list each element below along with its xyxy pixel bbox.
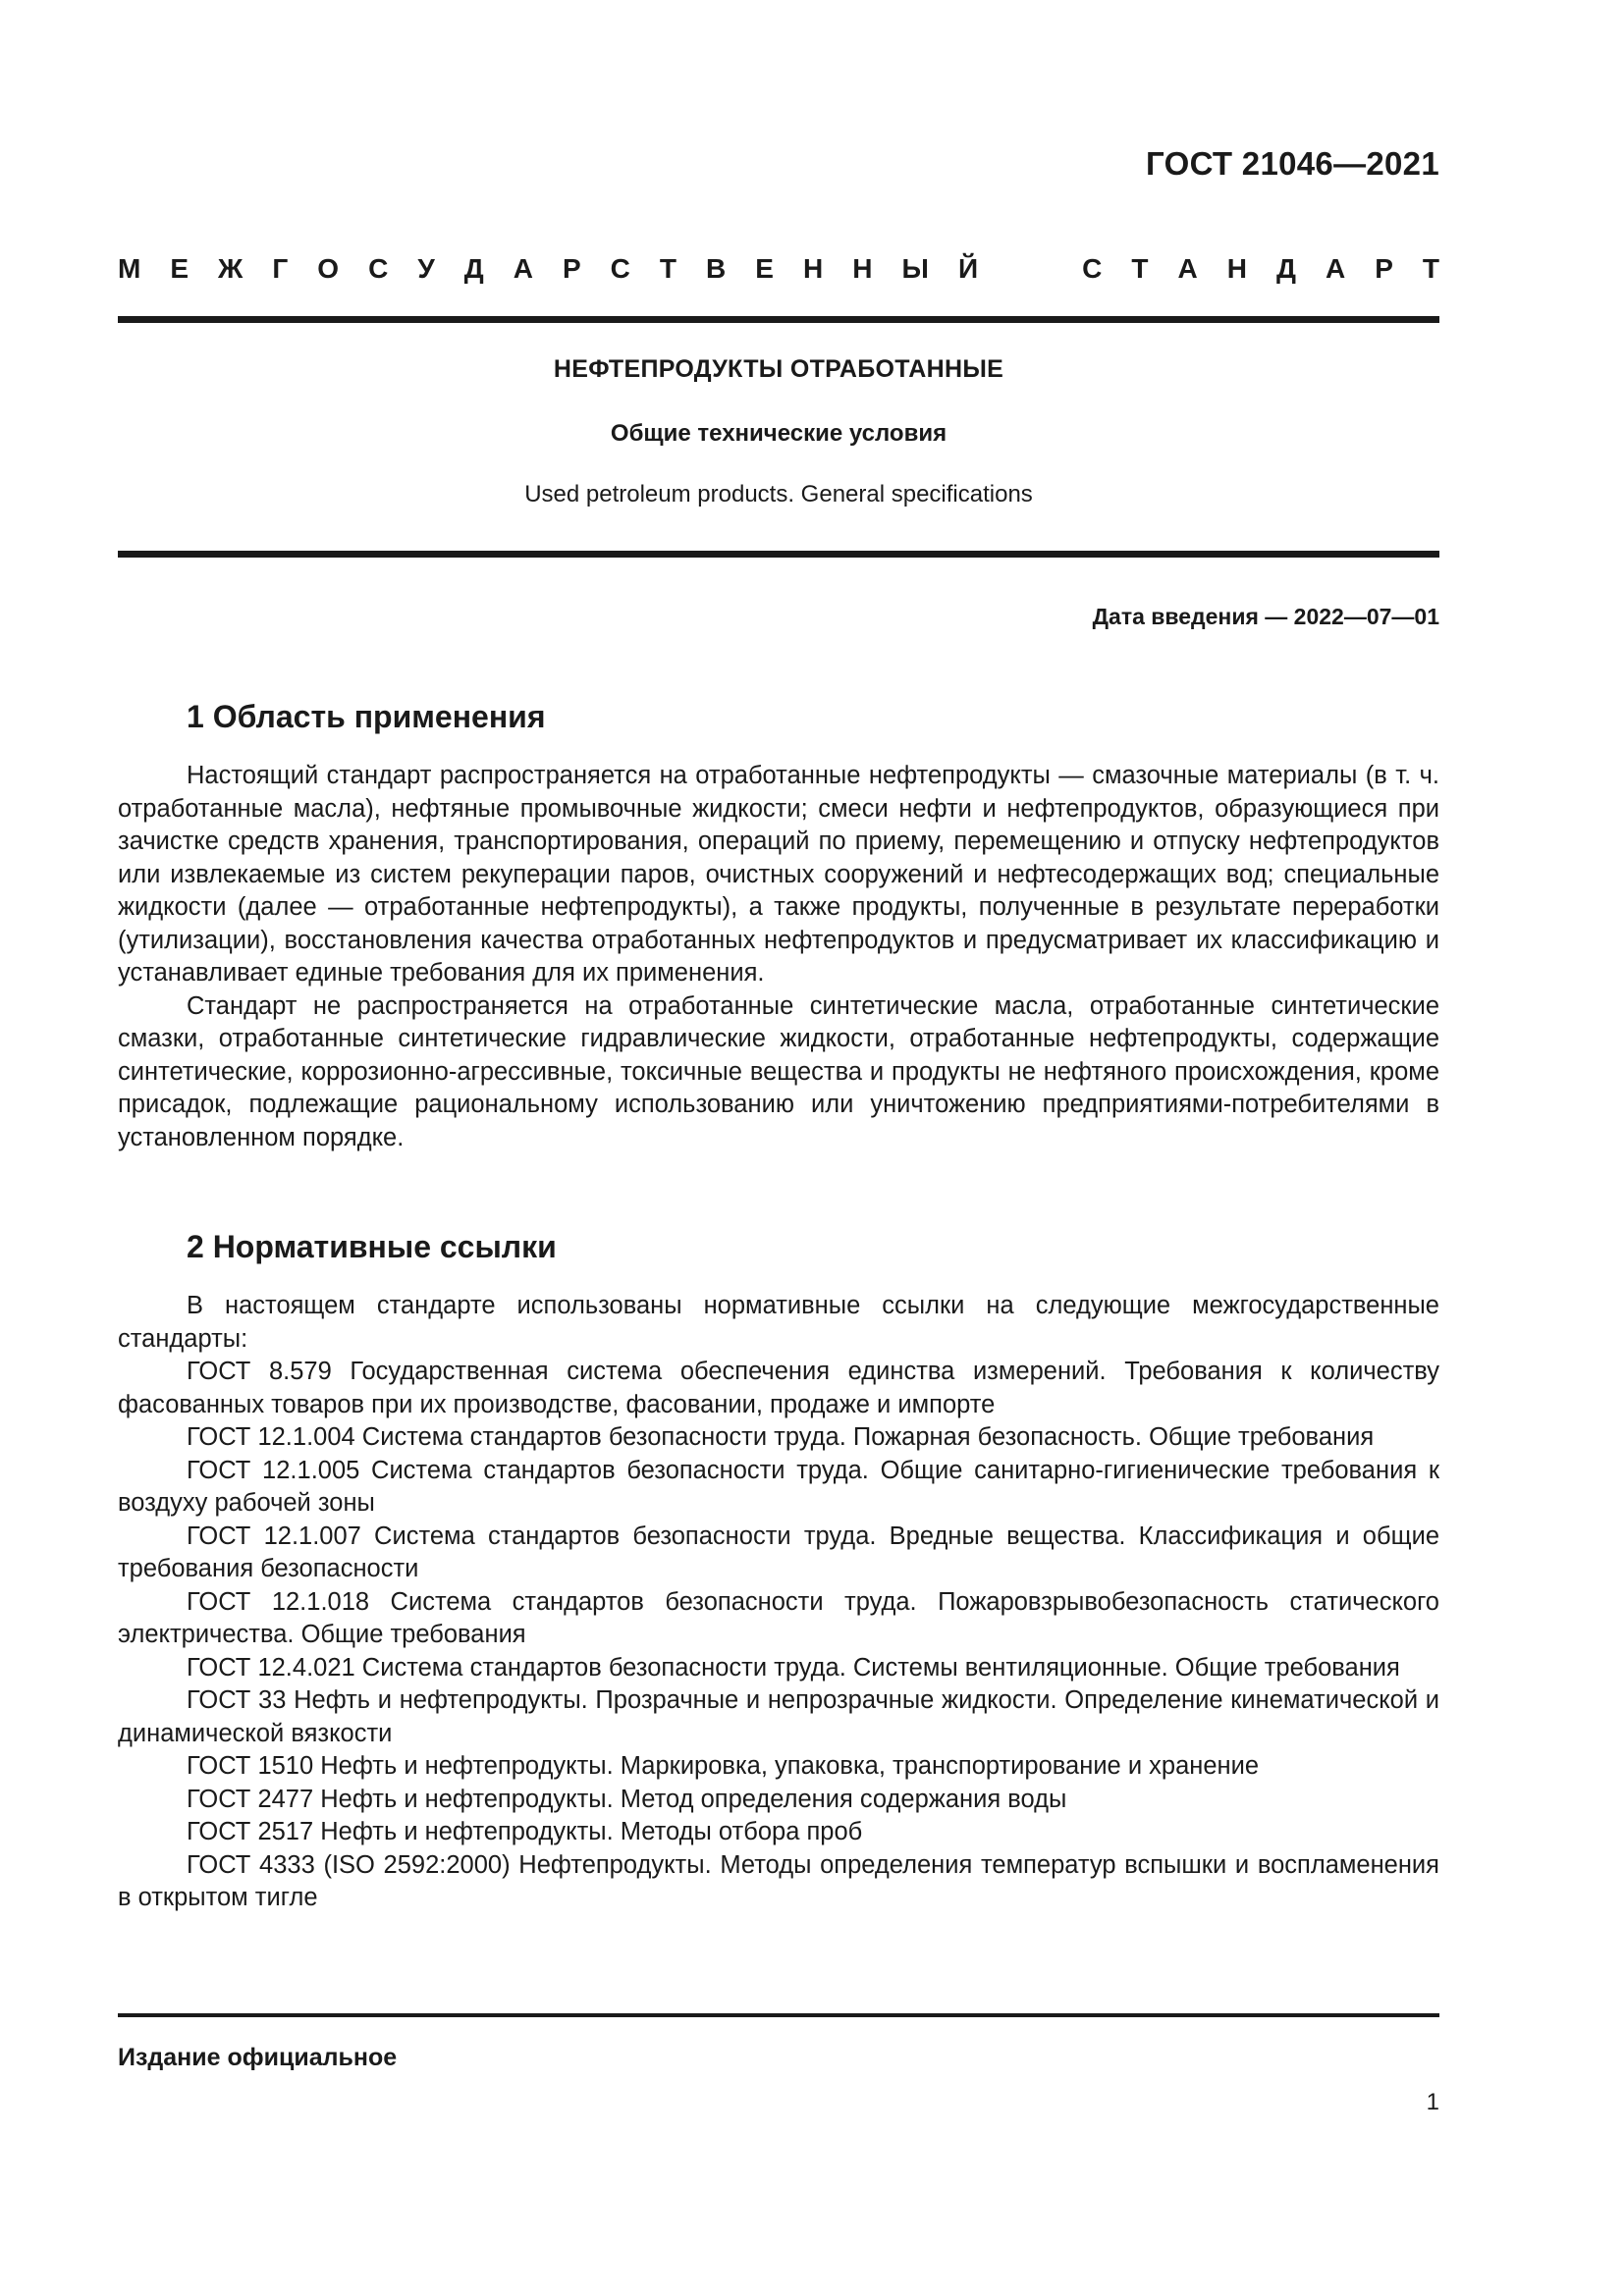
footer-rule [118, 2013, 1439, 2017]
heading-letter: Т [659, 253, 677, 284]
reference-item: ГОСТ 33 Нефть и нефтепродукты. Прозрачные и непрозрачные жидкости. Определение кинематической и динамической вязкости [118, 1686, 1439, 1747]
reference-item: ГОСТ 12.1.007 Система стандартов безопасности труда. Вредные вещества. Классификация и общие требования безопасности [118, 1522, 1439, 1582]
heading-letter: А [1325, 253, 1346, 284]
reference-item: ГОСТ 12.4.021 Система стандартов безопасности труда. Системы вентиляционные. Общие требования [187, 1653, 1400, 1682]
heading-letter: Д [1275, 253, 1296, 284]
page-number: 1 [1426, 2089, 1439, 2115]
heading-letter: Е [170, 253, 189, 284]
heading-letter: Н [1226, 253, 1247, 284]
heading-letter: Т [1422, 253, 1439, 284]
edition-label: Издание официальное [118, 2044, 398, 2071]
heading-letter: Ы [901, 253, 929, 284]
heading-letter: А [513, 253, 533, 284]
reference-item: ГОСТ 4333 (ISO 2592:2000) Нефтепродукты. Методы определения температур вспышки и воспламенения в открытом тигле [118, 1850, 1439, 1911]
heading-letter: Д [463, 253, 484, 284]
heading-letter: Н [803, 253, 824, 284]
heading-letter: А [1177, 253, 1198, 284]
document-title: НЕФТЕПРОДУКТЫ ОТРАБОТАННЫЕ [553, 355, 1004, 383]
heading-letter: Р [1375, 253, 1393, 284]
document-subtitle-english: Used petroleum products. General specifications [524, 481, 1033, 507]
title-rule [118, 551, 1439, 558]
heading-letter: Е [755, 253, 774, 284]
heading-word-gap [1007, 253, 1053, 285]
reference-item: ГОСТ 1510 Нефть и нефтепродукты. Маркировка, упаковка, транспортирование и хранение [187, 1752, 1260, 1780]
top-rule [118, 316, 1439, 323]
gost-number: ГОСТ 21046—2021 [1146, 145, 1439, 182]
heading-letter: С [368, 253, 389, 284]
document-subtitle: Общие технические условия [610, 420, 947, 447]
heading-letter: Р [562, 253, 581, 284]
heading-letter: С [610, 253, 630, 284]
introduction-date: Дата введения — 2022—07—01 [1092, 604, 1439, 629]
heading-letter: С [1082, 253, 1103, 284]
heading-letter: У [417, 253, 435, 284]
reference-item: ГОСТ 12.1.018 Система стандартов безопасности труда. Пожаровзрывобезопасность статического электричества. Общие требования [118, 1587, 1439, 1648]
section-2-heading: 2 Нормативные ссылки [187, 1229, 557, 1264]
section-1-paragraph: Стандарт не распространяется на отработанные синтетические масла, отработанные синтетические смазки, отработанные синтетические гидравлические жидкости, отработанные нефтепродукты, содержащие синтетические, коррозионно-агрессивные, токсичные вещества и продукты не нефтяного происхождения, кроме присадок, подлежащие рациональному использованию или уничтожению предприятиями-потребителями в установленном порядке. [118, 991, 1439, 1151]
reference-item: ГОСТ 12.1.004 Система стандартов безопасности труда. Пожарная безопасность. Общие требования [187, 1423, 1375, 1451]
heading-letter: Й [957, 253, 979, 284]
heading-letter: В [706, 253, 727, 284]
section-2-body [118, 1290, 1439, 1915]
section-1-heading: 1 Область применения [187, 699, 546, 734]
section-2-paragraph: В настоящем стандарте использованы нормативные ссылки на следующие межгосударственные стандарты: [118, 1292, 1439, 1353]
document-page [118, 0, 1439, 2296]
section-1-paragraph: Настоящий стандарт распространяется на отработанные нефтепродукты — смазочные материалы (в т. ч. отработанные масла), нефтяные промывочные жидкости; смеси нефти и нефтепродуктов, образующиеся при зачистке средств хранения, транспортирования, операций по приему, перемещению и отпуску нефтепродуктов или извлекаемые из систем рекуперации паров, очистных сооружений и нефтесодержащих вод; специальные жидкости (далее — отработанные нефтепродукты), а также продукты, полученные в результате переработки (утилизации), восстановления качества отработанных нефтепродуктов и предусматривает их классификацию и устанавливает единые требования для их применения. [118, 762, 1439, 987]
heading-letter: Г [272, 253, 289, 284]
reference-item: ГОСТ 2517 Нефть и нефтепродукты. Методы отбора проб [187, 1818, 863, 1845]
reference-item: ГОСТ 12.1.005 Система стандартов безопасности труда. Общие санитарно-гигиенические требования к воздуху рабочей зоны [118, 1456, 1439, 1517]
standard-type-heading [118, 253, 1439, 285]
heading-letter: Н [852, 253, 873, 284]
reference-item: ГОСТ 8.579 Государственная система обеспечения единства измерений. Требования к количеству фасованных товаров при их производстве, фасовании, продаже и импорте [118, 1358, 1439, 1418]
heading-letter: Ж [218, 253, 244, 284]
heading-letter: Т [1131, 253, 1149, 284]
heading-letter: М [118, 253, 141, 284]
reference-item: ГОСТ 2477 Нефть и нефтепродукты. Метод определения содержания воды [187, 1785, 1067, 1813]
section-1-body [118, 760, 1439, 1154]
heading-letter: О [317, 253, 340, 284]
